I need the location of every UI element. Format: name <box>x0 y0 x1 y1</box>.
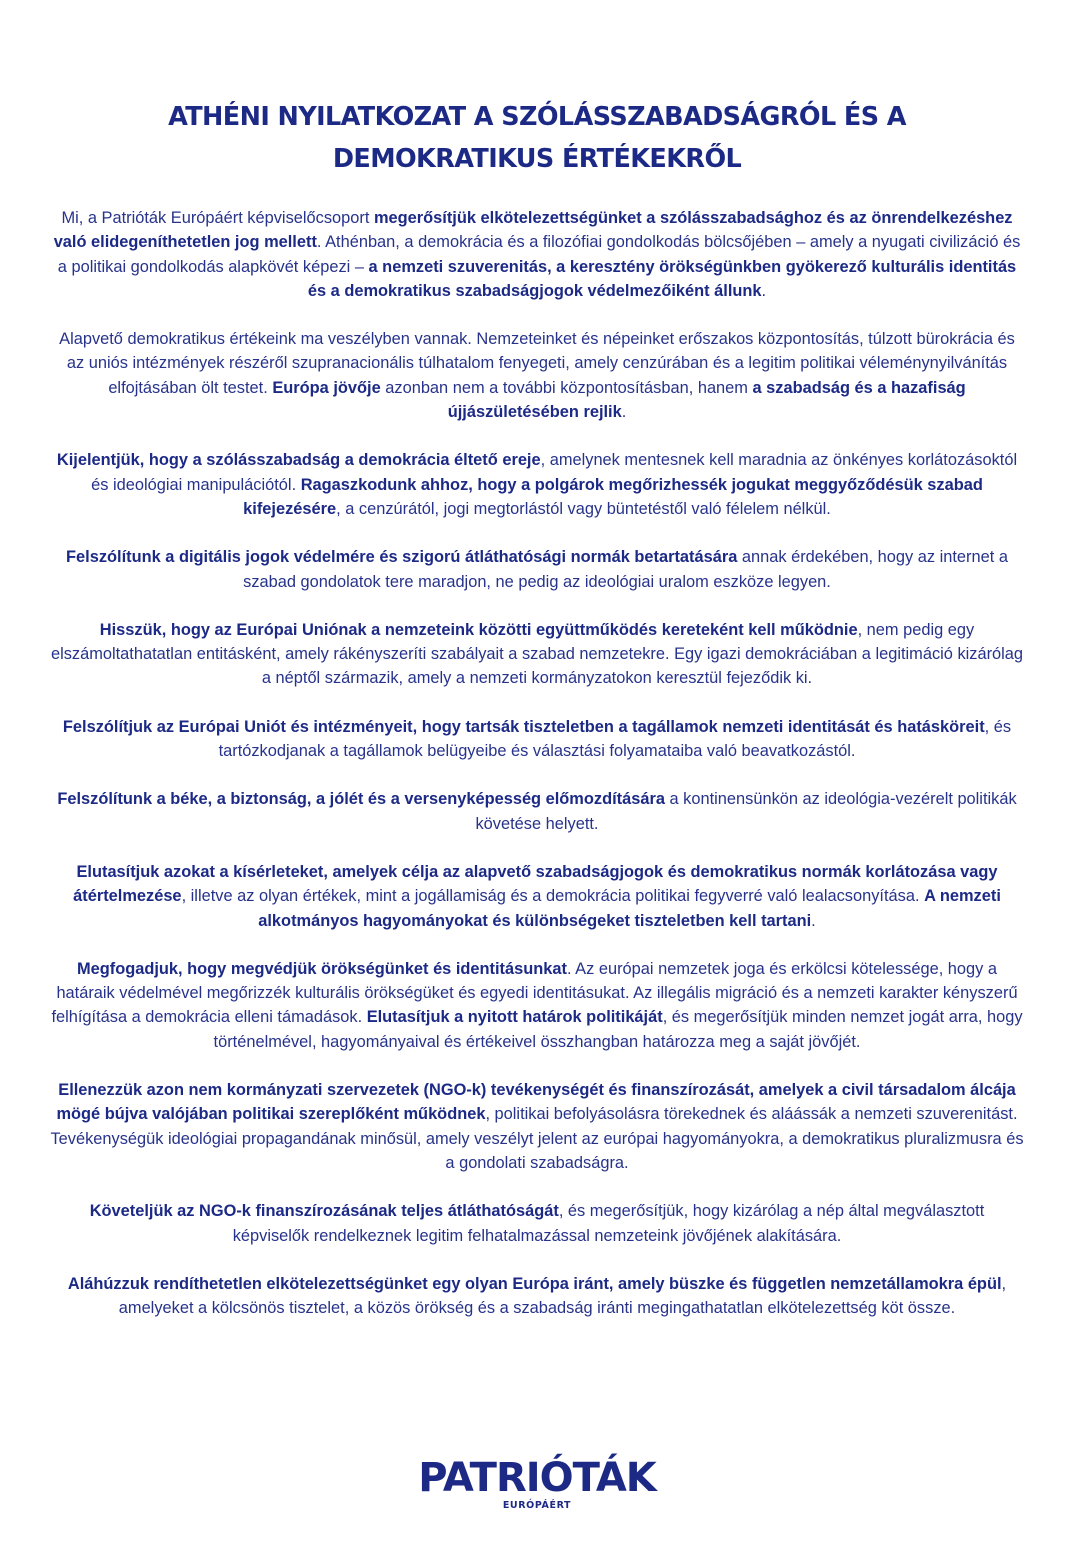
logo-wordmark: PATRIÓTÁK <box>418 1455 656 1501</box>
paragraph-text: , és megerősítjük minden nemzet jogát arra, hogy történelmével, hagyományaival és értékeivel összhangban határozza meg a saját jövőjét. <box>213 1008 1023 1051</box>
paragraph <box>50 957 1024 1054</box>
paragraph-text: , amelyeket a kölcsönös tisztelet, a közös örökség és a szabadság iránti megingathatatlan elkötelezettség köt össze. <box>118 1274 1007 1318</box>
paragraph-emphasis: a szabadság és a hazafiság újjászületésében rejlik <box>447 378 966 422</box>
paragraph-emphasis: Aláhúzzuk rendíthetetlen elkötelezettségünket egy olyan Európa iránt, amely büszke és független nemzetállamokra épül <box>67 1274 1002 1293</box>
paragraph-emphasis: Elutasítjuk azokat a kísérleteket, amelyek célja az alapvető szabadságjogok és demokratikus normák korlátozása vagy átértelmezése <box>73 862 998 906</box>
title-line-2: DEMOKRATIKUS ÉRTÉKEKRŐL <box>332 144 742 174</box>
paragraph-emphasis: Ragaszkodunk ahhoz, hogy a polgárok megőrizhessék jogukat meggyőződésük szabad kifejezésére <box>243 475 983 518</box>
paragraph-emphasis: Felszólítunk a digitális jogok védelmére és szigorú átláthatósági normák betartatására <box>66 548 738 567</box>
paragraph <box>50 1078 1024 1175</box>
paragraph-text: . Athénban, a demokrácia és a filozófiai gondolkodás bölcsőjében – amely a nyugati civilizáció és a politikai gondolkodás alapkövét képezi – <box>57 233 1021 276</box>
paragraph-emphasis: A nemzeti alkotmányos hagyományokat és különbségeket tiszteletben kell tartani <box>258 887 1001 930</box>
paragraph-emphasis: a nemzeti szuverenitás, a keresztény örökségünkben gyökerező kulturális identitás és a demokratikus szabadságjogok védelmezőiként állunk <box>307 257 1017 300</box>
paragraph-text: , nem pedig egy elszámoltathatatlan entitásként, amely rákényszeríti szabályait a szabad nemzetekre. Egy igazi demokráciában a legitimáció kizárólag a néptől származik, amely a nemzeti kormányzatokon keresztül fejeződik ki. <box>50 620 1024 688</box>
paragraph <box>50 787 1024 836</box>
paragraph-text: , a cenzúrától, jogi megtorlástól vagy büntetéstől való félelem nélkül. <box>336 499 831 518</box>
paragraph <box>50 448 1024 521</box>
paragraph-text: . <box>761 281 767 300</box>
paragraph-text: , amelynek mentesnek kell maradnia az önkényes korlátozásoktól és ideológiai manipulációtól. <box>91 451 1018 494</box>
paragraph-emphasis: megerősítjük elkötelezettségünket a szólásszabadsághoz és az önrendelkezéshez való elidegeníthetetlen jog mellett <box>53 209 1013 252</box>
paragraph-emphasis: Ellenezzük azon nem kormányzati szervezetek (NGO-k) tevékenységét és finanszírozását, amelyek a civil társadalom álcája mögé bújva valójában politikai szereplőként működnek <box>56 1081 1016 1124</box>
paragraph-emphasis: Megfogadjuk, hogy megvédjük örökségünket és identitásunkat <box>76 959 567 978</box>
paragraph-emphasis: Felszólítjuk az Európai Uniót és intézményeit, hogy tartsák tiszteletben a tagállamok nemzeti identitását és hatásköreit <box>62 717 985 736</box>
paragraph-emphasis: Követeljük az NGO-k finanszírozásának teljes átláthatóságát <box>89 1202 559 1221</box>
paragraph-text: , és megerősítjük, hogy kizárólag a nép által megválasztott képviselők rendelkeznek legitim felhatalmazással nemzeteink jövőjének alakítására. <box>232 1202 985 1245</box>
paragraph <box>50 545 1024 594</box>
paragraph-emphasis: Európa jövője <box>272 378 381 397</box>
paragraph-text: . Az európai nemzetek joga és erkölcsi kötelessége, hogy a határaik védelmével megőrizzék kulturális örökségüket és egyedi identitásukat. Az illegális migráció és a nemzeti karakter kényszerű felhígítása a demokrácia elleni támadások. <box>51 959 1018 1027</box>
paragraph-emphasis: Kijelentjük, hogy a szólásszabadság a demokrácia éltető ereje <box>56 451 541 470</box>
paragraph-text: , illetve az olyan értékek, mint a jogállamiság és a demokrácia politikai fegyverré való lealacsonyítása. <box>181 887 925 906</box>
paragraph <box>50 327 1024 424</box>
paragraph-text: Mi, a Patrióták Európáért képviselőcsoport <box>61 209 374 227</box>
paragraph <box>50 1199 1024 1248</box>
paragraph-text: Alapvető demokratikus értékeink ma veszélyben vannak. Nemzeteinket és népeinket erőszakos központosítás, túlzott bürokrácia és az uniós intézmények részéről szupranacionális túlhatalom fenyegeti, amely cenzúrában és a legitim politikai véleménynyilvánítás elfojtásában ölt testet. <box>59 330 1015 397</box>
paragraph-text: . <box>811 911 816 930</box>
paragraph-emphasis: Elutasítjuk a nyitott határok politikáját <box>366 1008 663 1027</box>
declaration-body <box>50 206 1024 1344</box>
paragraph <box>50 715 1024 764</box>
paragraph-text: , és tartózkodjanak a tagállamok belügyeibe és választási folyamataiba való beavatkozástól. <box>218 717 1012 761</box>
page-title <box>60 96 1014 180</box>
paragraph-text: . <box>621 403 627 422</box>
paragraph-text: azonban nem a további központosításban, hanem <box>380 378 753 397</box>
logo-subtitle: EURÓPÁÉRT <box>502 1500 572 1511</box>
paragraph <box>50 1272 1024 1321</box>
paragraph-emphasis: Felszólítunk a béke, a biztonság, a jólét és a versenyképesség előmozdítására <box>57 790 665 809</box>
paragraph <box>50 206 1024 303</box>
paragraph-emphasis: Hisszük, hogy az Európai Uniónak a nemzeteink közötti együttműködés kereteként kell működnie <box>99 620 858 639</box>
paragraph-text: a kontinensünkön az ideológia-vezérelt politikák követése helyett. <box>475 790 1017 833</box>
paragraph <box>50 618 1024 691</box>
paragraph-text: , politikai befolyásolásra törekednek és aláássák a nemzeti szuverenitást. Tevékenységük ideológiai propagandának minősül, amely veszélyt jelent az európai hagyományokra, a demokratikus pluralizmusra és a gondolati szabadságra. <box>50 1105 1024 1172</box>
paragraph-text: annak érdekében, hogy az internet a szabad gondolatok tere maradjon, ne pedig az ideológiai uralom eszköze legyen. <box>243 548 1008 591</box>
paragraph <box>50 860 1024 933</box>
title-line-1: ATHÉNI NYILATKOZAT A SZÓLÁSSZABADSÁGRÓL ÉS A <box>168 102 906 132</box>
patriotak-logo <box>330 1456 744 1512</box>
